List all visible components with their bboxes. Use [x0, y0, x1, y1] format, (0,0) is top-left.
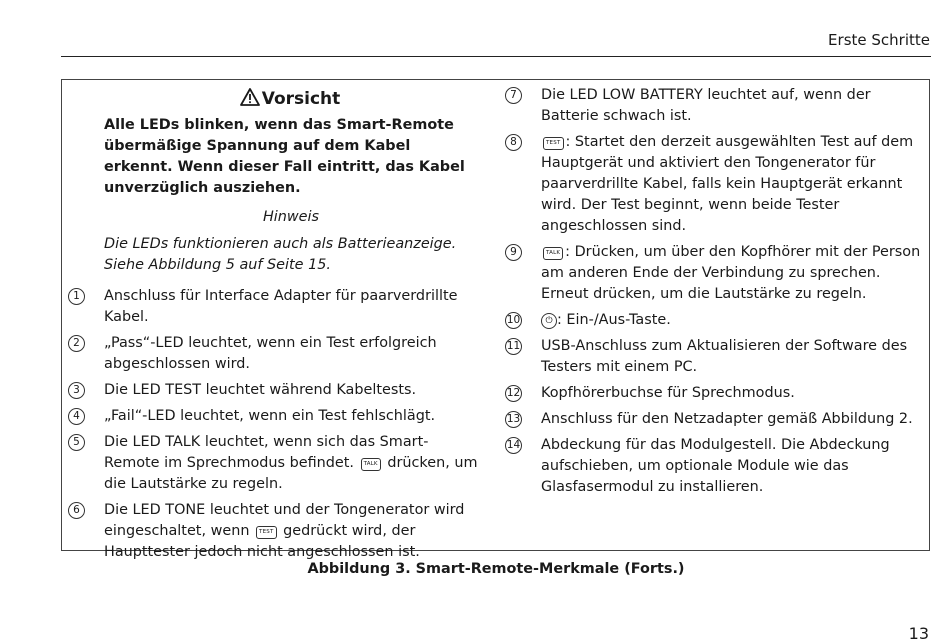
item-text-part: : Drücken, um über den Kopfhörer mit der Person am anderen Ende der Verbindung zu sprechen. Erneut drücken, um die Lautstärke zu regeln. [541, 244, 921, 302]
list-item [505, 435, 925, 498]
item-number: 4 [68, 408, 85, 425]
item-text [541, 310, 925, 331]
item-text-part: gedrückt wird, der Haupttester jedoch nicht angeschlossen ist. [104, 523, 420, 560]
list-item [505, 242, 925, 305]
list-item [505, 336, 925, 378]
note-text: Die LEDs funktionieren auch als Batterieanzeige. Siehe Abbildung 5 auf Seite 15. [104, 236, 457, 273]
caution-title: Vorsicht [261, 89, 341, 109]
power-icon: ⏻ [541, 313, 557, 329]
item-text: USB-Anschluss zum Aktualisieren der Software des Testers mit einem PC. [541, 338, 908, 375]
list-item [68, 286, 478, 328]
caution-heading [102, 88, 478, 110]
item-text: Anschluss für Interface Adapter für paarverdrillte Kabel. [104, 288, 458, 325]
page-number: 13 [908, 624, 929, 643]
list-item [68, 432, 478, 495]
figure-caption: Abbildung 3. Smart-Remote-Merkmale (Forts.) [307, 561, 685, 577]
item-number: 1 [68, 288, 85, 305]
section-title: Erste Schritte [828, 31, 930, 49]
item-number: 7 [505, 87, 522, 104]
list-item [68, 380, 478, 401]
item-number: 3 [68, 382, 85, 399]
item-text: „Pass“-LED leuchtet, wenn ein Test erfolgreich abgeschlossen wird. [104, 335, 437, 372]
item-number: 6 [68, 502, 85, 519]
talk-key-icon: TALK [543, 247, 563, 260]
header-rule [61, 56, 931, 57]
item-text-part: : Ein-/Aus-Taste. [557, 312, 671, 328]
warning-icon [240, 88, 260, 106]
list-item [68, 500, 478, 563]
caution-text: Alle LEDs blinken, wenn das Smart-Remote übermäßige Spannung auf dem Kabel erkennt. Wenn dieser Fall eintritt, das Kabel unverzüglich ausziehen. [104, 117, 465, 196]
item-number: 8 [505, 134, 522, 151]
item-number: 12 [505, 385, 522, 402]
item-text-part: Die LED TALK leuchtet, wenn sich das Smart-Remote im Sprechmodus befindet. [104, 434, 429, 471]
list-item [68, 333, 478, 375]
talk-key-icon: TALK [361, 458, 381, 471]
test-key-icon: TEST [256, 526, 277, 539]
item-number: 10 [505, 312, 522, 329]
item-text-part: Die LED TONE leuchtet und der Tongenerator wird eingeschaltet, wenn [104, 502, 465, 539]
item-text: Die LED TEST leuchtet während Kabeltests. [104, 382, 417, 398]
item-text: Die LED LOW BATTERY leuchtet auf, wenn der Batterie schwach ist. [541, 87, 871, 124]
item-text: Abdeckung für das Modulgestell. Die Abdeckung aufschieben, um optionale Module wie das Glasfasermodul zu installieren. [541, 437, 890, 495]
item-number: 2 [68, 335, 85, 352]
list-item [505, 310, 925, 331]
list-item [505, 85, 925, 127]
item-text: Kopfhörerbuchse für Sprechmodus. [541, 385, 795, 401]
note-title: Hinweis [262, 209, 320, 225]
item-text [541, 132, 925, 237]
item-number: 11 [505, 338, 522, 355]
item-text-part: : Startet den derzeit ausgewählten Test auf dem Hauptgerät und aktiviert den Tongenerator für paarverdrillte Kabel, falls kein Hauptgerät erkannt wird. Der Test beginnt, wenn beide Tester angeschlossen sind. [541, 134, 914, 234]
item-number: 13 [505, 411, 522, 428]
item-text-part: drücken, um die Lautstärke zu regeln. [104, 455, 478, 492]
item-number: 14 [505, 437, 522, 454]
list-item [68, 406, 478, 427]
item-text [104, 500, 478, 563]
item-text: Anschluss für den Netzadapter gemäß Abbildung 2. [541, 411, 913, 427]
list-item [505, 409, 925, 430]
item-text [541, 242, 925, 305]
item-number: 9 [505, 244, 522, 261]
test-key-icon: TEST [543, 137, 564, 150]
list-item [505, 132, 925, 237]
right-column [505, 85, 925, 498]
left-column [68, 88, 478, 563]
item-text: „Fail“-LED leuchtet, wenn ein Test fehlschlägt. [104, 408, 436, 424]
item-text [104, 432, 478, 495]
list-item [505, 383, 925, 404]
item-number: 5 [68, 434, 85, 451]
